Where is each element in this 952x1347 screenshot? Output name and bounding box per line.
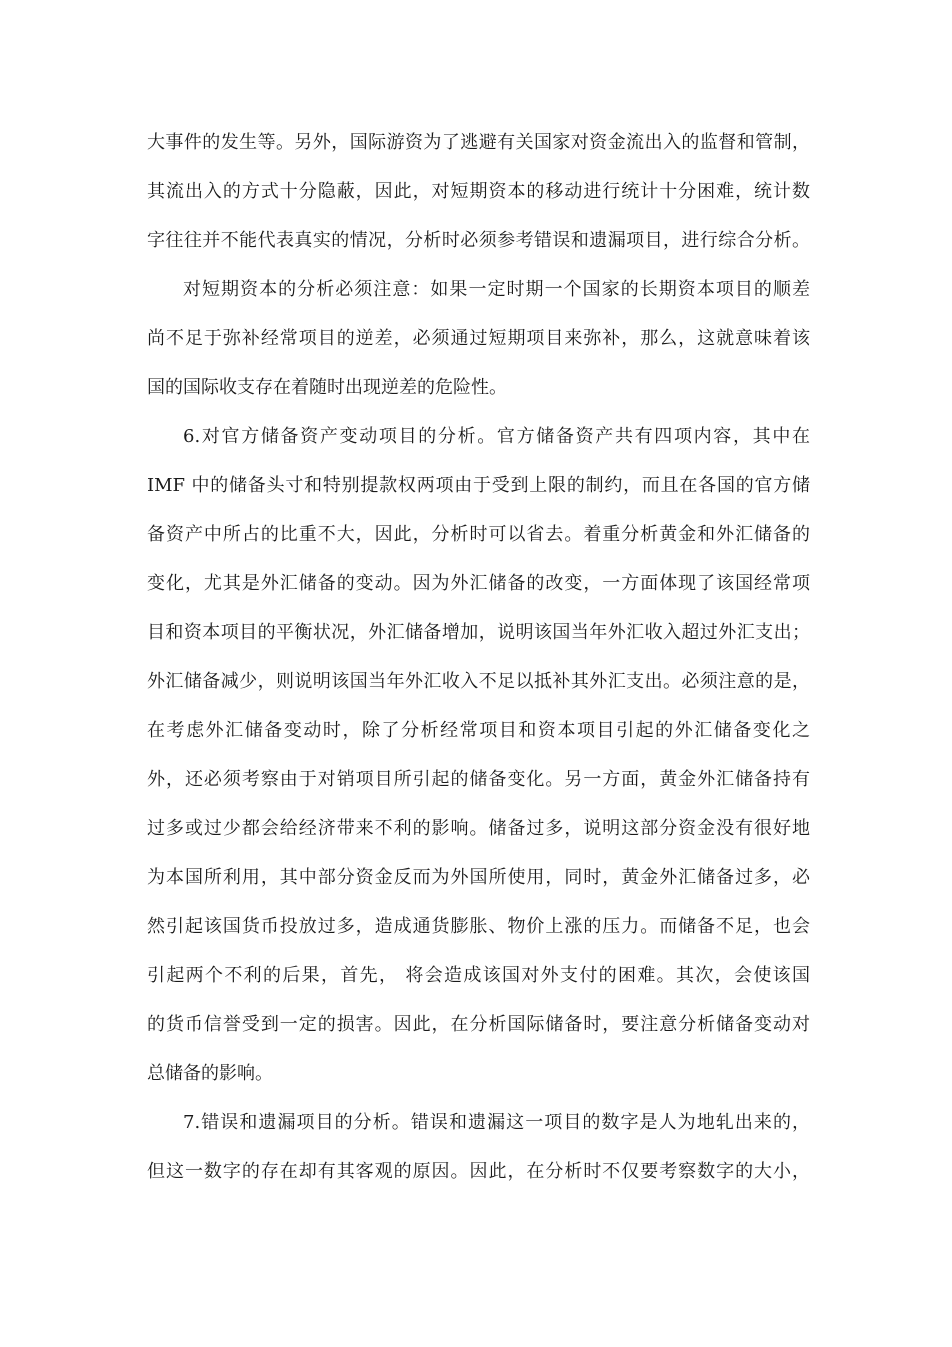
text-line: 备资产中所占的比重不大，因此，分析时可以省去。着重分析黄金和外汇储备的	[147, 524, 810, 545]
text-line: 外汇储备减少，则说明该国当年外汇收入不足以抵补其外汇支出。必须注意的是，	[147, 671, 810, 692]
paragraph-last-line: 国的国际收支存在着随时出现逆差的危险性。	[147, 377, 507, 398]
text-line: 尚不足于弥补经常项目的逆差，必须通过短期项目来弥补，那么，这就意味着该	[147, 328, 810, 349]
text-line: 过多或过少都会给经济带来不利的影响。储备过多，说明这部分资金没有很好地	[147, 818, 810, 839]
text-line: 然引起该国货币投放过多，造成通货膨胀、物价上涨的压力。而储备不足，也会	[147, 916, 810, 937]
text-line: 引起两个不利的后果，首先， 将会造成该国对外支付的困难。其次，会使该国	[147, 965, 810, 986]
text-line: 但这一数字的存在却有其客观的原因。因此，在分析时不仅要考察数字的大小，	[147, 1161, 810, 1182]
text-line: IMF 中的储备头寸和特别提款权两项由于受到上限的制约，而且在各国的官方储	[147, 475, 810, 496]
paragraph-first-line: 6.对官方储备资产变动项目的分析。官方储备资产共有四项内容，其中在	[183, 426, 810, 447]
paragraph-first-line: 对短期资本的分析必须注意：如果一定时期一个国家的长期资本项目的顺差	[183, 279, 810, 300]
paragraph-first-line: 7.错误和遗漏项目的分析。错误和遗漏这一项目的数字是人为地轧出来的，	[183, 1112, 810, 1133]
text-line: 变化，尤其是外汇储备的变动。因为外汇储备的改变，一方面体现了该国经常项	[147, 573, 810, 594]
text-line: 的货币信誉受到一定的损害。因此，在分析国际储备时，要注意分析储备变动对	[147, 1014, 810, 1035]
text-line: 为本国所利用，其中部分资金反而为外国所使用，同时，黄金外汇储备过多，必	[147, 867, 810, 888]
text-line: 大事件的发生等。另外，国际游资为了逃避有关国家对资金流出入的监督和管制，	[147, 132, 810, 153]
text-line: 外，还必须考察由于对销项目所引起的储备变化。另一方面，黄金外汇储备持有	[147, 769, 810, 790]
text-line: 其流出入的方式十分隐蔽，因此，对短期资本的移动进行统计十分困难，统计数	[147, 181, 810, 202]
text-line: 在考虑外汇储备变动时，除了分析经常项目和资本项目引起的外汇储备变化之	[147, 720, 810, 741]
text-line: 目和资本项目的平衡状况，外汇储备增加，说明该国当年外汇收入超过外汇支出；	[147, 622, 810, 643]
text-line: 字往往并不能代表真实的情况，分析时必须参考错误和遗漏项目，进行综合分析。	[147, 230, 810, 251]
paragraph-last-line: 总储备的影响。	[147, 1063, 273, 1084]
